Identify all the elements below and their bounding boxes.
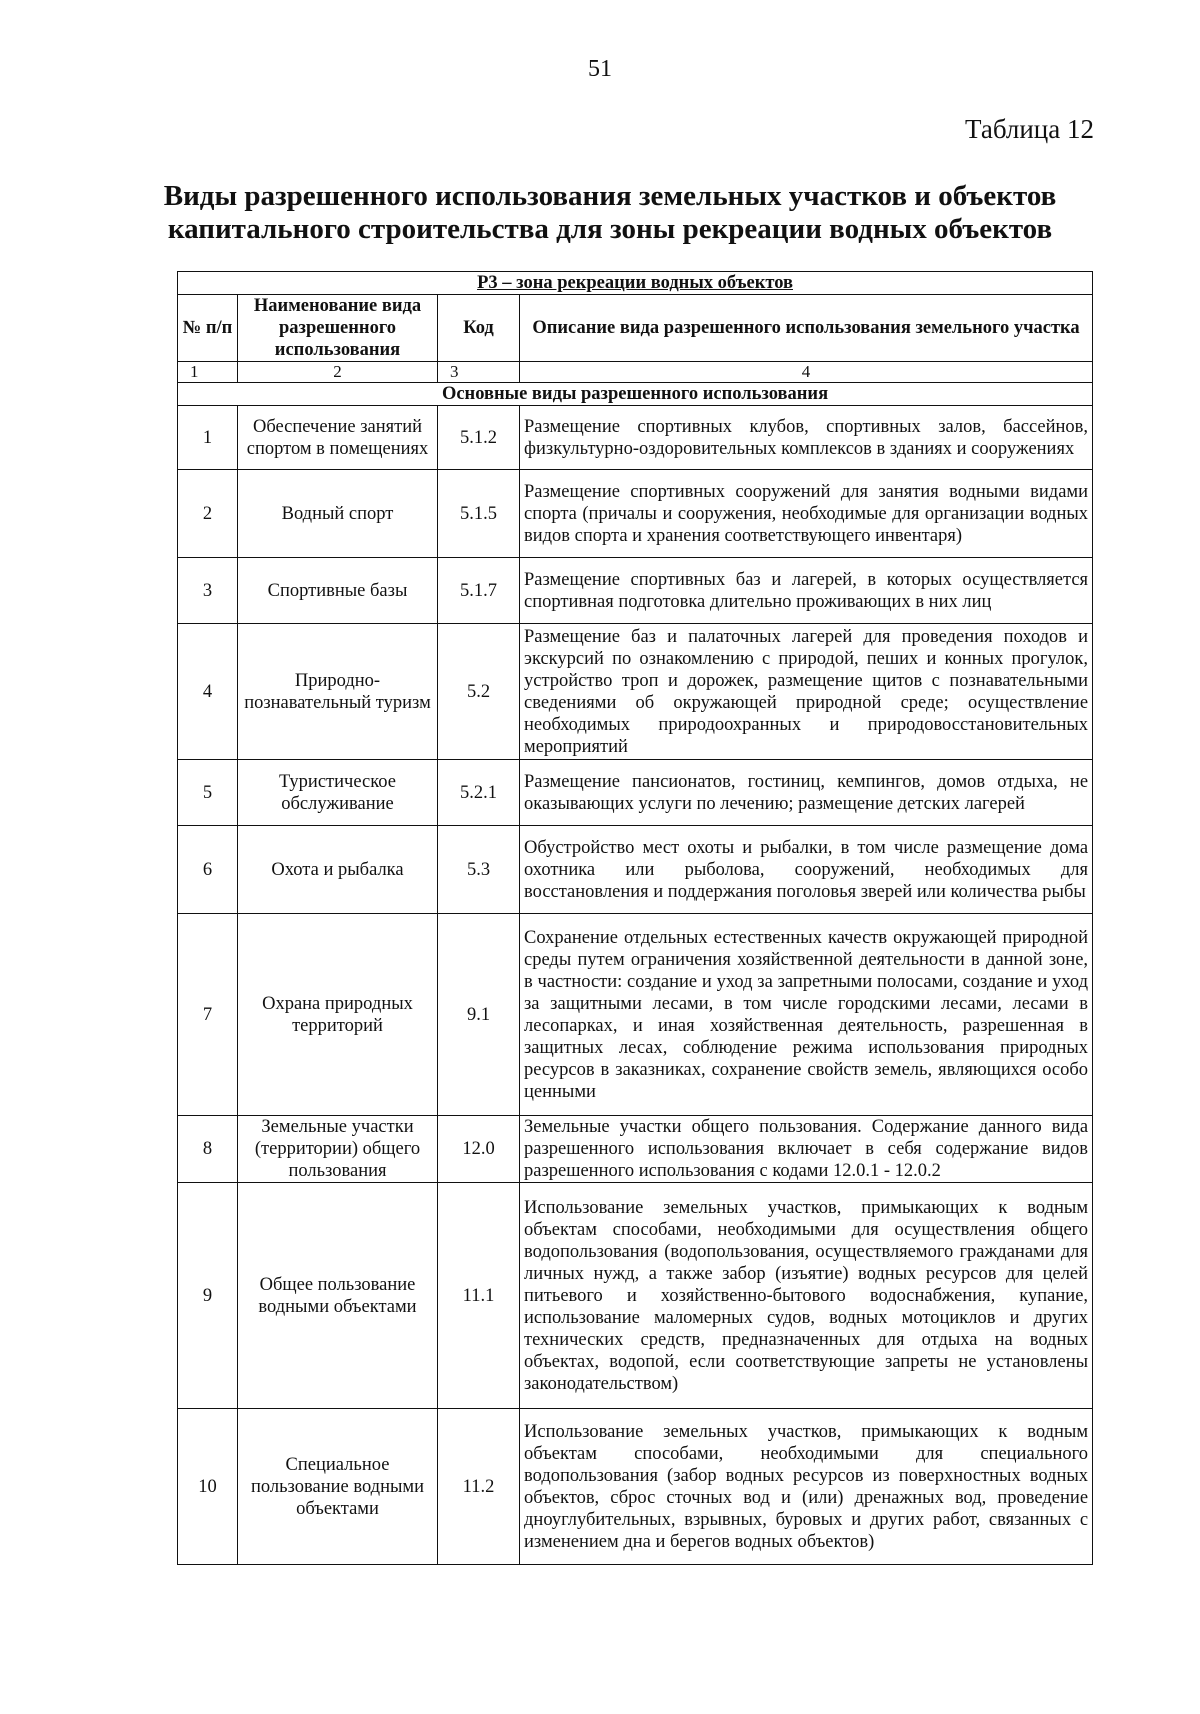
row-code: 11.1 (438, 1183, 520, 1409)
row-name: Охота и рыбалка (238, 826, 438, 914)
row-name: Общее пользование водными объектами (238, 1183, 438, 1409)
row-name: Спортивные базы (238, 558, 438, 624)
row-description: Размещение спортивных сооружений для занятия водными видами спорта (причалы и сооружения, необходимые для организации водных видов спорта и хранения соответствующего инвентаря) (520, 470, 1093, 558)
row-num: 10 (178, 1409, 238, 1565)
row-description: Использование земельных участков, примыкающих к водным объектам способами, необходимыми для осуществления общего водопользования (водопользования, осуществляемого гражданами для личных нужд, а также забор (изъятие) водных ресурсов для целей питьевого и хозяйственно-бытового водоснабжения, купание, использование маломерных судов, водных мотоциклов и других технических средств, предназначенных для отдыха на водных объектах, водопой, если соответствующие запреты не установлены законодательством) (520, 1183, 1093, 1409)
row-code: 5.1.2 (438, 406, 520, 470)
document-title-line-1: Виды разрешенного использования земельных участков и объектов (163, 180, 1057, 212)
row-name: Водный спорт (238, 470, 438, 558)
land-use-table (177, 271, 1093, 1565)
table-row (178, 406, 1093, 470)
row-code: 5.1.5 (438, 470, 520, 558)
row-description: Размещение спортивных клубов, спортивных залов, бассейнов, физкультурно-оздоровительных комплексов в зданиях и сооружениях (520, 406, 1093, 470)
column-header-description: Описание вида разрешенного использования земельного участка (520, 295, 1093, 362)
column-number-3: 3 (438, 362, 520, 383)
row-description: Сохранение отдельных естественных качеств окружающей природной среды путем ограничения хозяйственной деятельности в данной зоне, в частности: создание и уход за запретными полосами, создание и уход за защитными лесами, в том числе городскими лесами, лесами в лесопарках, и иная хозяйственная деятельность, разрешенная в защитных лесах, соблюдение режима использования природных ресурсов в заказниках, сохранение свойств земель, являющихся особо ценными (520, 914, 1093, 1116)
row-num: 8 (178, 1116, 238, 1183)
column-header-row (178, 295, 1093, 362)
document-title-line-2: капитального строительства для зоны рекреации водных объектов (167, 213, 1053, 245)
row-name: Охрана природных территорий (238, 914, 438, 1116)
row-num: 5 (178, 760, 238, 826)
column-number-4: 4 (520, 362, 1093, 383)
row-code: 11.2 (438, 1409, 520, 1565)
table-row (178, 1116, 1093, 1183)
row-num: 9 (178, 1183, 238, 1409)
row-code: 9.1 (438, 914, 520, 1116)
row-code: 12.0 (438, 1116, 520, 1183)
row-num: 3 (178, 558, 238, 624)
row-description: Размещение спортивных баз и лагерей, в которых осуществляется спортивная подготовка длительно проживающих в них лиц (520, 558, 1093, 624)
row-code: 5.2 (438, 624, 520, 760)
table-row (178, 558, 1093, 624)
table-row (178, 826, 1093, 914)
row-num: 7 (178, 914, 238, 1116)
row-description: Земельные участки общего пользования. Содержание данного вида разрешенного использования включает в себя содержание видов разрешенного использования с кодами 12.0.1 - 12.0.2 (520, 1116, 1093, 1183)
row-name: Природно-познавательный туризм (238, 624, 438, 760)
column-number-1: 1 (178, 362, 238, 383)
table-row (178, 1183, 1093, 1409)
row-name: Специальное пользование водными объектами (238, 1409, 438, 1565)
row-description: Размещение баз и палаточных лагерей для проведения походов и экскурсий по ознакомлению с природой, пеших и конных прогулок, устройство троп и дорожек, размещение щитов с познавательными сведениями об окружающей природной среде; осуществление необходимых природоохранных и природовосстановительных мероприятий (520, 624, 1093, 760)
row-description: Использование земельных участков, примыкающих к водным объектам способами, необходимыми для специального водопользования (забор водных ресурсов из поверхностных водных объектов, сброс сточных вод и (или) дренажных вод, проведение дноуглубительных, взрывных, буровых и других работ, связанных с изменением дна и берегов водных объектов) (520, 1409, 1093, 1565)
row-code: 5.2.1 (438, 760, 520, 826)
column-number-2: 2 (238, 362, 438, 383)
table-row (178, 470, 1093, 558)
row-num: 1 (178, 406, 238, 470)
row-name: Обеспечение занятий спортом в помещениях (238, 406, 438, 470)
row-name: Земельные участки (территории) общего пользования (238, 1116, 438, 1183)
section-row (178, 383, 1093, 406)
page-number: 51 (588, 56, 612, 82)
row-name: Туристическое обслуживание (238, 760, 438, 826)
section-title: Основные виды разрешенного использования (178, 383, 1093, 406)
column-header-name: Наименование вида разрешенного использования (238, 295, 438, 362)
table-row (178, 1409, 1093, 1565)
column-header-code: Код (438, 295, 520, 362)
row-num: 2 (178, 470, 238, 558)
column-header-num: № п/п (178, 295, 238, 362)
table-row (178, 914, 1093, 1116)
row-num: 6 (178, 826, 238, 914)
row-description: Размещение пансионатов, гостиниц, кемпингов, домов отдыха, не оказывающих услуги по лечению; размещение детских лагерей (520, 760, 1093, 826)
row-description: Обустройство мест охоты и рыбалки, в том числе размещение дома охотника или рыболова, сооружений, необходимых для восстановления и поддержания поголовья зверей или количества рыбы (520, 826, 1093, 914)
table-row (178, 760, 1093, 826)
document-title (150, 180, 1070, 246)
row-num: 4 (178, 624, 238, 760)
column-number-row (178, 362, 1093, 383)
row-code: 5.1.7 (438, 558, 520, 624)
table-row (178, 624, 1093, 760)
table-label: Таблица 12 (965, 114, 1094, 144)
row-code: 5.3 (438, 826, 520, 914)
zone-header: Р3 – зона рекреации водных объектов (178, 272, 1093, 295)
